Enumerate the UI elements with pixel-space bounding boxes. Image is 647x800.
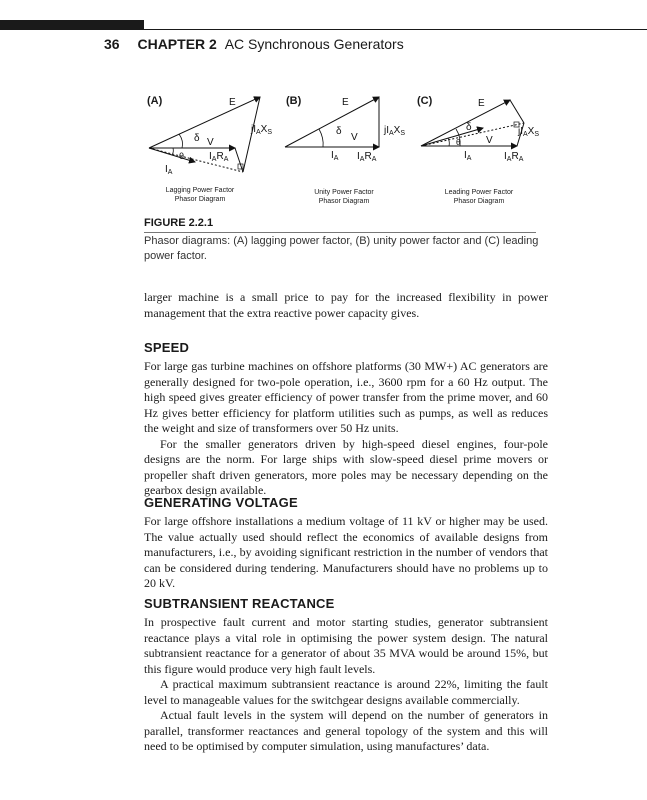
panel-c-jx-phasor <box>510 100 524 123</box>
section-subtransient-reactance-text <box>144 615 548 755</box>
figure-caption: Phasor diagrams: (A) lagging power factor, (B) unity power factor and (C) leading power factor. <box>144 235 539 262</box>
header-rule <box>144 29 647 30</box>
panel-a-caption-line1: Lagging Power Factor <box>165 187 235 194</box>
intro-text <box>144 290 548 321</box>
chapter-title: AC Synchronous Generators <box>224 36 404 52</box>
paragraph: A practical maximum subtransient reactance is around 22%, limiting the fault level to manageable values for the switchgear designs available commercially. <box>144 677 548 707</box>
panel-c-caption <box>424 188 534 206</box>
panel-c-dotted <box>421 123 524 146</box>
panel-c-jx-label: $jI_AX_S$ <box>518 126 540 138</box>
panel-c-e-label: E <box>478 98 485 109</box>
section-heading-speed: SPEED <box>144 340 190 355</box>
panel-c-ia-label: $I_A$ <box>464 150 472 162</box>
panel-a-label: (A) <box>147 95 163 107</box>
panel-b-e-label: E <box>342 97 349 108</box>
panel-a-e-label: E <box>229 97 236 108</box>
panel-a-iara-phasor <box>235 148 243 172</box>
panel-c-theta-label: θ <box>456 138 461 147</box>
panel-a-theta-label: θ <box>179 151 185 161</box>
paragraph: For large offshore installations a medium voltage of 11 kV or higher may be used. The value actually used should reflect the economics of available designs from manufacturers, i.e., by avoiding significant restriction in the number of vendors that can be considered during tendering. Manufacturers should have no problems up to 20 kV. <box>144 514 548 590</box>
panel-b-v-label: V <box>351 132 358 143</box>
panel-c-labels <box>456 98 539 163</box>
panel-b-labels <box>331 97 405 163</box>
panel-a-e-phasor <box>149 97 260 148</box>
chapter-label: CHAPTER 2 <box>137 36 217 52</box>
panel-a-caption <box>145 186 255 204</box>
panel-b-iara-label: $I_AR_A$ <box>357 151 377 163</box>
paragraph: For the smaller generators driven by high-speed diesel engines, four-pole designs are the norm. For large ships with slow-speed diesel prime movers or propeller shaft driven generators, more poles may be necessary depending on the gearbox design available. <box>144 436 548 497</box>
panel-a-delta-label: δ <box>194 133 200 144</box>
panel-a-labels <box>165 97 272 176</box>
figure-rule <box>144 232 536 233</box>
paragraph: In prospective fault current and motor starting studies, generator subtransient reactance plays a vital role in optimising the power system design. The natural subtransient reactance for a generator of about 35 MVA would be around 15%, but this figure would produce very high fault levels. <box>144 615 548 676</box>
paragraph: Actual fault levels in the system will depend on the number of generators in parallel, transformer reactances and general topology of the system and this will need to be optimised by computer simulation, using manufactures’ data. <box>144 708 548 753</box>
panel-b-label: (B) <box>286 95 302 107</box>
section-heading-generating-voltage: GENERATING VOLTAGE <box>144 495 298 510</box>
header-bar <box>0 20 144 30</box>
section-heading-subtransient-reactance: SUBTRANSIENT REACTANCE <box>144 596 335 611</box>
phasor-figure <box>143 88 543 216</box>
panel-c-v-label: V <box>486 135 493 146</box>
panel-c-theta-arc <box>448 138 449 146</box>
panel-b-delta-arc <box>319 129 323 147</box>
panel-c-iara-label: $I_AR_A$ <box>504 151 524 163</box>
panel-a-v-label: V <box>207 137 214 148</box>
panel-b-ia-label: $I_A$ <box>331 150 339 162</box>
page-number: 36 <box>104 36 120 52</box>
panel-a-ia-label: $I_A$ <box>165 164 173 176</box>
panel-c-diagram <box>421 100 524 146</box>
panel-a-dotted <box>149 148 243 172</box>
section-generating-voltage-text <box>144 514 548 592</box>
panel-b-jx-label: $jI_AX_S$ <box>384 125 406 137</box>
panel-b-caption <box>289 188 399 206</box>
panel-b-caption-line1: Unity Power Factor <box>314 189 374 196</box>
panel-a-diagram <box>149 97 260 172</box>
panel-c-caption-line1: Leading Power Factor <box>444 189 514 196</box>
panel-c-label: (C) <box>417 95 433 107</box>
panel-a-jx-label: $jI_AX_S$ <box>251 124 273 136</box>
paragraph: For large gas turbine machines on offshore platforms (30 MW+) AC generators are generally designed for two-pole operation, i.e., 3600 rpm for a 60 Hz output. The high speed gives greater efficiency of power transfer from the prime mover, and 60 Hz gives better efficiency for platform utilities such as pumps, as well as reduces the weight and size of transformers over 50 Hz units. <box>144 359 548 435</box>
panel-a-caption-line2: Phasor Diagram <box>174 196 226 203</box>
figure-number: FIGURE 2.2.1 <box>144 217 214 229</box>
panel-a-iara-label: $I_AR_A$ <box>209 151 229 163</box>
panel-b-caption-line2: Phasor Diagram <box>318 198 370 205</box>
section-speed-text <box>144 359 548 499</box>
intro-paragraph: larger machine is a small price to pay for the increased flexibility in power management that the extra reactive power capacity gives. <box>144 290 548 320</box>
panel-c-caption-line2: Phasor Diagram <box>453 198 505 205</box>
panel-b-delta-label: δ <box>336 126 342 137</box>
panel-c-delta-label: δ <box>466 122 472 133</box>
panel-a-delta-arc <box>179 134 183 148</box>
running-head <box>104 36 404 52</box>
panel-c-ia-phasor <box>421 128 483 146</box>
